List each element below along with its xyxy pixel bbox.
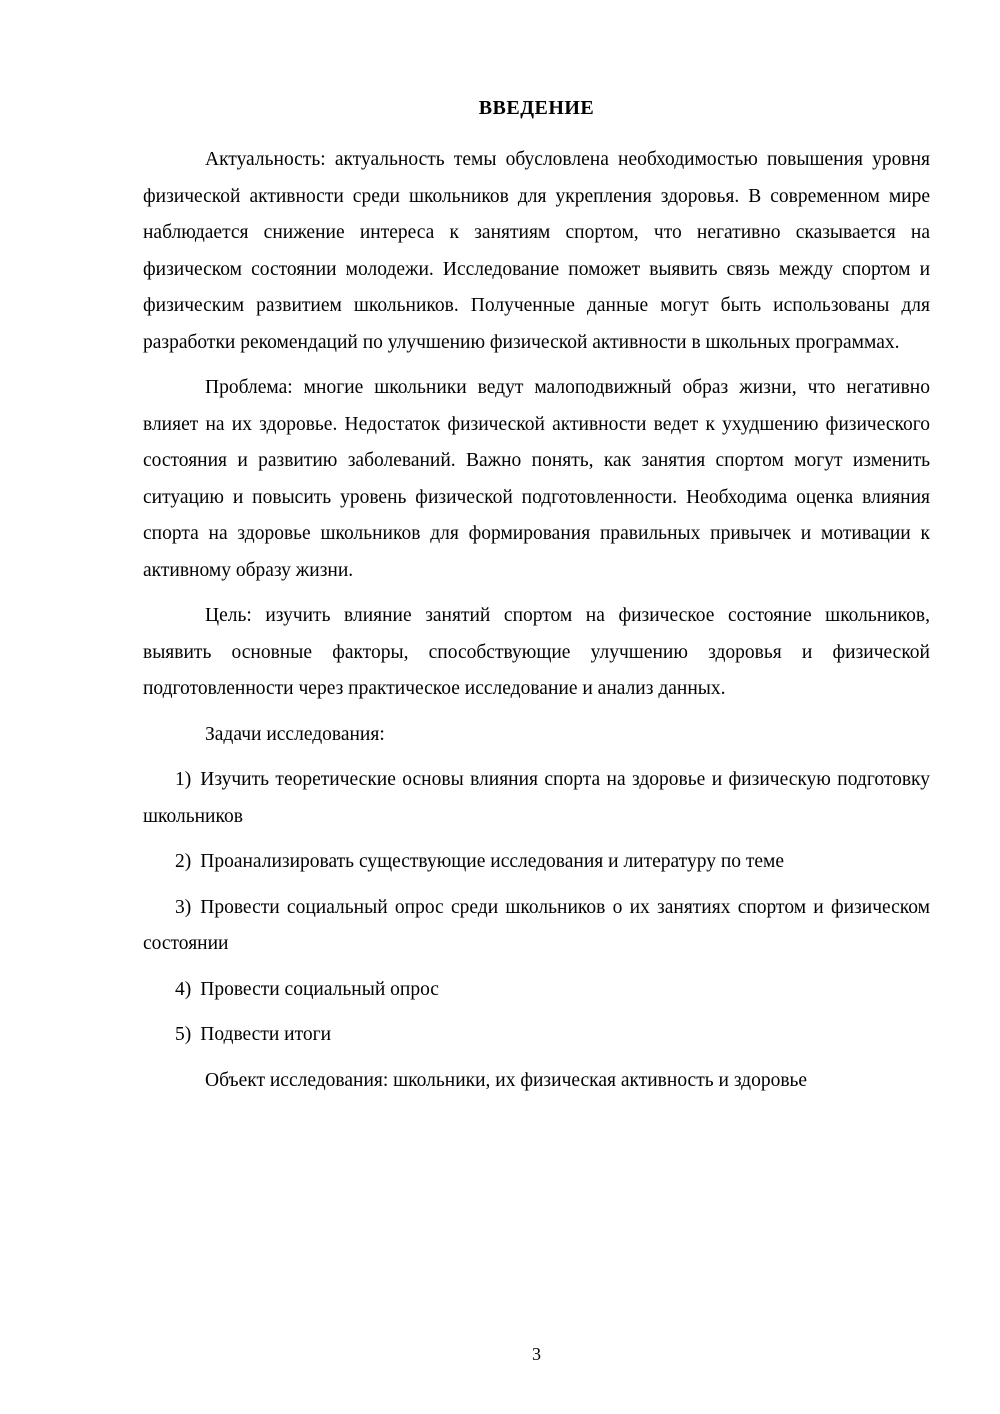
task-3-number: 3)	[175, 896, 192, 918]
task-item-2	[143, 844, 930, 881]
doc-title: ВВЕДЕНИЕ	[478, 97, 595, 119]
para-problem: Проблема: многие школьники ведут малоподвижный образ жизни, что негативно влияет на их здоровье. Недостаток физической активности ведет к ухудшению физического состояния и развитию заболеваний. Важно понять, как занятия спортом могут изменить ситуацию и повысить уровень физической подготовленности. Необходима оценка влияния спорта на здоровье школьников для формирования правильных привычек и мотивации к активному образу жизни.	[143, 377, 930, 581]
task-3-text: Провести социальный опрос среди школьников о их занятиях спортом и физическом состоянии	[143, 896, 930, 954]
para-object: Объект исследования: школьники, их физическая активность и здоровье	[205, 1069, 808, 1091]
task-2-text: Проанализировать существующие исследования и литературу по теме	[200, 851, 785, 872]
page-number: 3	[532, 1344, 541, 1364]
task-5-text: Подвести итоги	[200, 1024, 332, 1045]
task-5-number: 5)	[175, 1024, 192, 1045]
tasks-heading: Задачи исследования:	[205, 723, 385, 745]
task-4-number: 4)	[175, 978, 192, 1000]
task-item-1	[143, 762, 930, 835]
task-item-4	[143, 972, 930, 1009]
task-1-text: Изучить теоретические основы влияния спорта на здоровье и физическую подготовку школьников	[143, 769, 930, 827]
para-goal: Цель: изучить влияние занятий спортом на физическое состояние школьников, выявить основные факторы, способствующие улучшению здоровья и физической подготовленности через практическое исследование и анализ данных.	[143, 605, 930, 699]
task-item-3	[143, 890, 930, 963]
task-1-number: 1)	[175, 769, 192, 790]
task-item-5	[143, 1017, 930, 1054]
task-2-number: 2)	[175, 851, 192, 872]
task-4-text: Провести социальный опрос	[200, 978, 439, 1000]
para-relevance: Актуальность: актуальность темы обусловлена необходимостью повышения уровня физической активности среди школьников для укрепления здоровья. В современном мире наблюдается снижение интереса к занятиям спортом, что негативно сказывается на физическом состоянии молодежи. Исследование поможет выявить связь между спортом и физическим развитием школьников. Полученные данные могут быть использованы для разработки рекомендаций по улучшению физической активности в школьных программах.	[143, 149, 930, 353]
